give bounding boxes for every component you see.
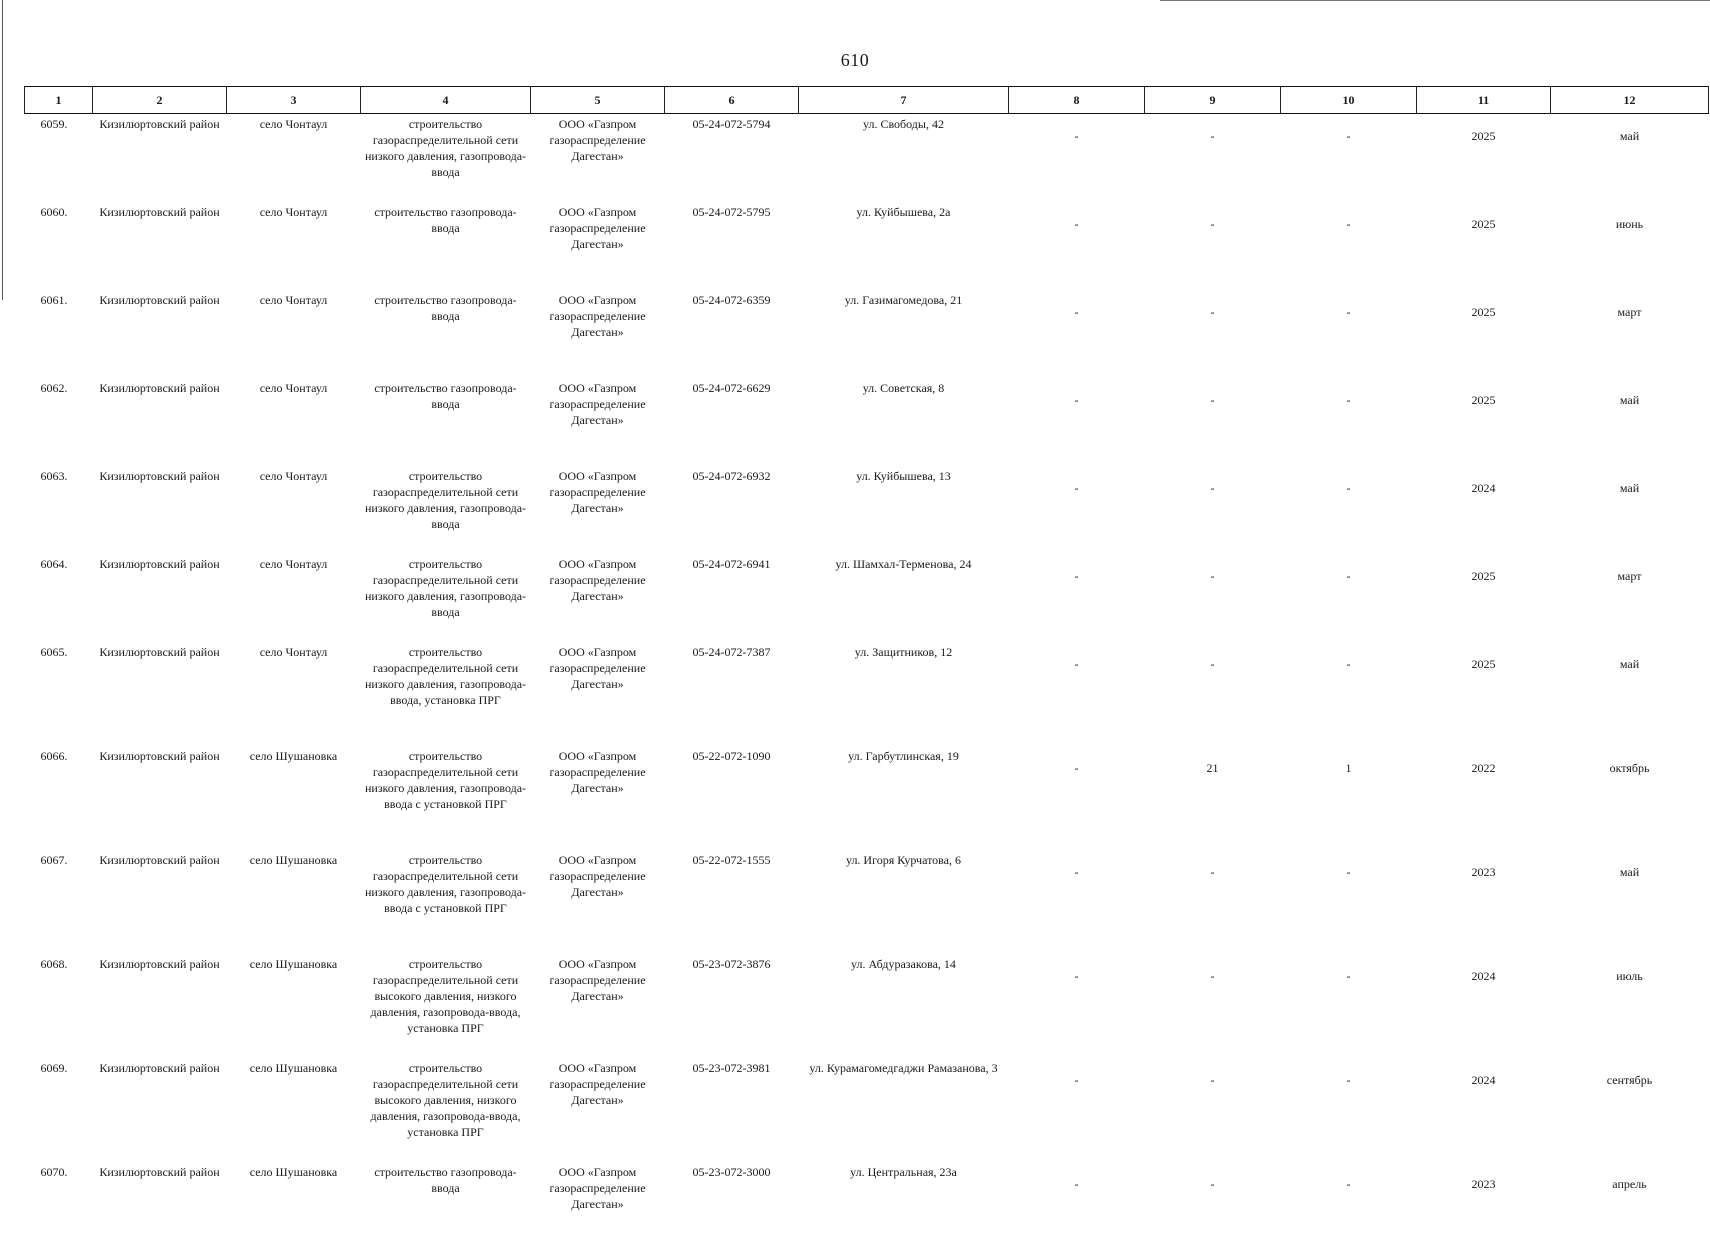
column-header-7: 7	[799, 87, 1009, 114]
column-header-2: 2	[93, 87, 227, 114]
table-row	[25, 202, 1709, 290]
header-row	[25, 87, 1709, 114]
cell-col-9: -	[1145, 850, 1281, 954]
cell-month: май	[1551, 378, 1709, 466]
cell-district: Кизилюртовский район	[93, 290, 227, 378]
column-header-8: 8	[1009, 87, 1145, 114]
cell-col-10: -	[1281, 642, 1417, 746]
cell-address: ул. Куйбышева, 2а	[799, 202, 1009, 290]
cell-col-9: -	[1145, 114, 1281, 203]
cell-application-number: 05-24-072-7387	[665, 642, 799, 746]
cell-district: Кизилюртовский район	[93, 554, 227, 642]
cell-col-8: -	[1009, 642, 1145, 746]
cell-row-number: 6070.	[25, 1162, 93, 1250]
cell-col-10: -	[1281, 466, 1417, 554]
cell-month: сентябрь	[1551, 1058, 1709, 1162]
cell-month: май	[1551, 850, 1709, 954]
cell-col-8: -	[1009, 850, 1145, 954]
cell-col-10: -	[1281, 1162, 1417, 1250]
cell-col-8: -	[1009, 466, 1145, 554]
cell-address: ул. Гарбутлинская, 19	[799, 746, 1009, 850]
cell-month: июль	[1551, 954, 1709, 1058]
column-header-3: 3	[227, 87, 361, 114]
cell-col-10: -	[1281, 114, 1417, 203]
cell-month: июнь	[1551, 202, 1709, 290]
cell-address: ул. Центральная, 23а	[799, 1162, 1009, 1250]
cell-work-type: строительство газораспределительной сети низкого давления, газопровода-ввода с установкой ПРГ	[361, 746, 531, 850]
cell-work-type: строительство газопровода-ввода	[361, 202, 531, 290]
cell-application-number: 05-24-072-5794	[665, 114, 799, 203]
cell-col-10: -	[1281, 1058, 1417, 1162]
table-row	[25, 850, 1709, 954]
cell-settlement: село Чонтаул	[227, 114, 361, 203]
cell-col-10: 1	[1281, 746, 1417, 850]
cell-application-number: 05-24-072-6941	[665, 554, 799, 642]
cell-work-type: строительство газопровода-ввода	[361, 290, 531, 378]
cell-year: 2025	[1417, 202, 1551, 290]
column-header-11: 11	[1417, 87, 1551, 114]
cell-year: 2025	[1417, 554, 1551, 642]
cell-application-number: 05-24-072-5795	[665, 202, 799, 290]
cell-year: 2025	[1417, 642, 1551, 746]
cell-address: ул. Абдуразакова, 14	[799, 954, 1009, 1058]
table-row	[25, 1058, 1709, 1162]
cell-row-number: 6068.	[25, 954, 93, 1058]
cell-col-9: -	[1145, 290, 1281, 378]
cell-col-10: -	[1281, 290, 1417, 378]
cell-col-8: -	[1009, 290, 1145, 378]
cell-district: Кизилюртовский район	[93, 114, 227, 203]
table-row	[25, 290, 1709, 378]
table-row	[25, 378, 1709, 466]
cell-col-10: -	[1281, 202, 1417, 290]
cell-address: ул. Куйбышева, 13	[799, 466, 1009, 554]
cell-address: ул. Курамагомедгаджи Рамазанова, 3	[799, 1058, 1009, 1162]
cell-work-type: строительство газораспределительной сети низкого давления, газопровода-ввода	[361, 114, 531, 203]
cell-col-9: -	[1145, 202, 1281, 290]
cell-month: май	[1551, 466, 1709, 554]
cell-address: ул. Газимагомедова, 21	[799, 290, 1009, 378]
cell-work-type: строительство газораспределительной сети высокого давления, низкого давления, газопровода-ввода, установка ПРГ	[361, 954, 531, 1058]
cell-settlement: село Шушановка	[227, 1162, 361, 1250]
cell-year: 2023	[1417, 1162, 1551, 1250]
cell-settlement: село Чонтаул	[227, 554, 361, 642]
cell-district: Кизилюртовский район	[93, 642, 227, 746]
cell-row-number: 6063.	[25, 466, 93, 554]
cell-organization: ООО «Газпром газораспределение Дагестан»	[531, 850, 665, 954]
column-header-5: 5	[531, 87, 665, 114]
cell-col-9: -	[1145, 954, 1281, 1058]
cell-col-9: -	[1145, 466, 1281, 554]
cell-year: 2024	[1417, 466, 1551, 554]
cell-row-number: 6061.	[25, 290, 93, 378]
cell-work-type: строительство газопровода-ввода	[361, 378, 531, 466]
cell-col-10: -	[1281, 954, 1417, 1058]
cell-col-10: -	[1281, 554, 1417, 642]
cell-settlement: село Шушановка	[227, 954, 361, 1058]
cell-address: ул. Шамхал-Терменова, 24	[799, 554, 1009, 642]
cell-row-number: 6062.	[25, 378, 93, 466]
cell-year: 2023	[1417, 850, 1551, 954]
cell-year: 2024	[1417, 1058, 1551, 1162]
cell-work-type: строительство газопровода-ввода	[361, 1162, 531, 1250]
cell-col-8: -	[1009, 1058, 1145, 1162]
cell-settlement: село Чонтаул	[227, 202, 361, 290]
cell-work-type: строительство газораспределительной сети низкого давления, газопровода-ввода	[361, 554, 531, 642]
cell-work-type: строительство газораспределительной сети высокого давления, низкого давления, газопровода-ввода, установка ПРГ	[361, 1058, 531, 1162]
cell-work-type: строительство газораспределительной сети низкого давления, газопровода-ввода	[361, 466, 531, 554]
cell-col-10: -	[1281, 850, 1417, 954]
cell-application-number: 05-23-072-3981	[665, 1058, 799, 1162]
cell-district: Кизилюртовский район	[93, 466, 227, 554]
cell-col-9: -	[1145, 378, 1281, 466]
cell-row-number: 6065.	[25, 642, 93, 746]
cell-month: май	[1551, 114, 1709, 203]
cell-col-8: -	[1009, 202, 1145, 290]
cell-col-8: -	[1009, 1162, 1145, 1250]
cell-application-number: 05-22-072-1090	[665, 746, 799, 850]
page-number: 610	[0, 50, 1710, 71]
table-header	[25, 87, 1709, 114]
cell-col-8: -	[1009, 954, 1145, 1058]
cell-row-number: 6060.	[25, 202, 93, 290]
cell-application-number: 05-23-072-3000	[665, 1162, 799, 1250]
cell-settlement: село Шушановка	[227, 1058, 361, 1162]
cell-settlement: село Чонтаул	[227, 290, 361, 378]
cell-year: 2022	[1417, 746, 1551, 850]
cell-application-number: 05-24-072-6932	[665, 466, 799, 554]
cell-col-8: -	[1009, 746, 1145, 850]
scan-edge-left	[2, 0, 3, 300]
cell-district: Кизилюртовский район	[93, 202, 227, 290]
cell-row-number: 6069.	[25, 1058, 93, 1162]
column-header-10: 10	[1281, 87, 1417, 114]
cell-settlement: село Шушановка	[227, 746, 361, 850]
cell-col-8: -	[1009, 378, 1145, 466]
cell-district: Кизилюртовский район	[93, 1162, 227, 1250]
cell-col-9: 21	[1145, 746, 1281, 850]
cell-organization: ООО «Газпром газораспределение Дагестан»	[531, 290, 665, 378]
cell-settlement: село Чонтаул	[227, 642, 361, 746]
table-row	[25, 1162, 1709, 1250]
cell-year: 2025	[1417, 378, 1551, 466]
cell-organization: ООО «Газпром газораспределение Дагестан»	[531, 114, 665, 203]
table-row	[25, 642, 1709, 746]
column-header-12: 12	[1551, 87, 1709, 114]
cell-application-number: 05-22-072-1555	[665, 850, 799, 954]
cell-month: апрель	[1551, 1162, 1709, 1250]
cell-address: ул. Игоря Курчатова, 6	[799, 850, 1009, 954]
cell-organization: ООО «Газпром газораспределение Дагестан»	[531, 1058, 665, 1162]
cell-address: ул. Защитников, 12	[799, 642, 1009, 746]
cell-district: Кизилюртовский район	[93, 954, 227, 1058]
cell-month: октябрь	[1551, 746, 1709, 850]
column-header-9: 9	[1145, 87, 1281, 114]
cell-district: Кизилюртовский район	[93, 378, 227, 466]
column-header-1: 1	[25, 87, 93, 114]
cell-row-number: 6064.	[25, 554, 93, 642]
table-body	[25, 114, 1709, 1250]
cell-row-number: 6059.	[25, 114, 93, 203]
cell-month: март	[1551, 554, 1709, 642]
cell-col-8: -	[1009, 554, 1145, 642]
cell-address: ул. Свободы, 42	[799, 114, 1009, 203]
cell-settlement: село Чонтаул	[227, 378, 361, 466]
cell-row-number: 6067.	[25, 850, 93, 954]
cell-col-8: -	[1009, 114, 1145, 203]
column-header-4: 4	[361, 87, 531, 114]
cell-col-9: -	[1145, 1162, 1281, 1250]
cell-work-type: строительство газораспределительной сети низкого давления, газопровода-ввода с установкой ПРГ	[361, 850, 531, 954]
cell-organization: ООО «Газпром газораспределение Дагестан»	[531, 202, 665, 290]
cell-address: ул. Советская, 8	[799, 378, 1009, 466]
cell-year: 2024	[1417, 954, 1551, 1058]
cell-month: март	[1551, 290, 1709, 378]
cell-col-9: -	[1145, 642, 1281, 746]
cell-organization: ООО «Газпром газораспределение Дагестан»	[531, 1162, 665, 1250]
cell-work-type: строительство газораспределительной сети низкого давления, газопровода-ввода, установка ПРГ	[361, 642, 531, 746]
scan-edge-top	[1160, 0, 1710, 1]
cell-settlement: село Шушановка	[227, 850, 361, 954]
cell-organization: ООО «Газпром газораспределение Дагестан»	[531, 954, 665, 1058]
cell-district: Кизилюртовский район	[93, 746, 227, 850]
cell-col-9: -	[1145, 1058, 1281, 1162]
cell-application-number: 05-23-072-3876	[665, 954, 799, 1058]
table-row	[25, 114, 1709, 203]
cell-organization: ООО «Газпром газораспределение Дагестан»	[531, 642, 665, 746]
cell-application-number: 05-24-072-6629	[665, 378, 799, 466]
cell-row-number: 6066.	[25, 746, 93, 850]
cell-organization: ООО «Газпром газораспределение Дагестан»	[531, 554, 665, 642]
cell-year: 2025	[1417, 290, 1551, 378]
cell-month: май	[1551, 642, 1709, 746]
cell-year: 2025	[1417, 114, 1551, 203]
register-table	[24, 86, 1709, 1250]
cell-organization: ООО «Газпром газораспределение Дагестан»	[531, 466, 665, 554]
cell-settlement: село Чонтаул	[227, 466, 361, 554]
cell-organization: ООО «Газпром газораспределение Дагестан»	[531, 378, 665, 466]
column-header-6: 6	[665, 87, 799, 114]
cell-district: Кизилюртовский район	[93, 850, 227, 954]
cell-col-9: -	[1145, 554, 1281, 642]
table-row	[25, 466, 1709, 554]
cell-application-number: 05-24-072-6359	[665, 290, 799, 378]
cell-col-10: -	[1281, 378, 1417, 466]
table-row	[25, 554, 1709, 642]
cell-organization: ООО «Газпром газораспределение Дагестан»	[531, 746, 665, 850]
table-row	[25, 746, 1709, 850]
table-row	[25, 954, 1709, 1058]
cell-district: Кизилюртовский район	[93, 1058, 227, 1162]
